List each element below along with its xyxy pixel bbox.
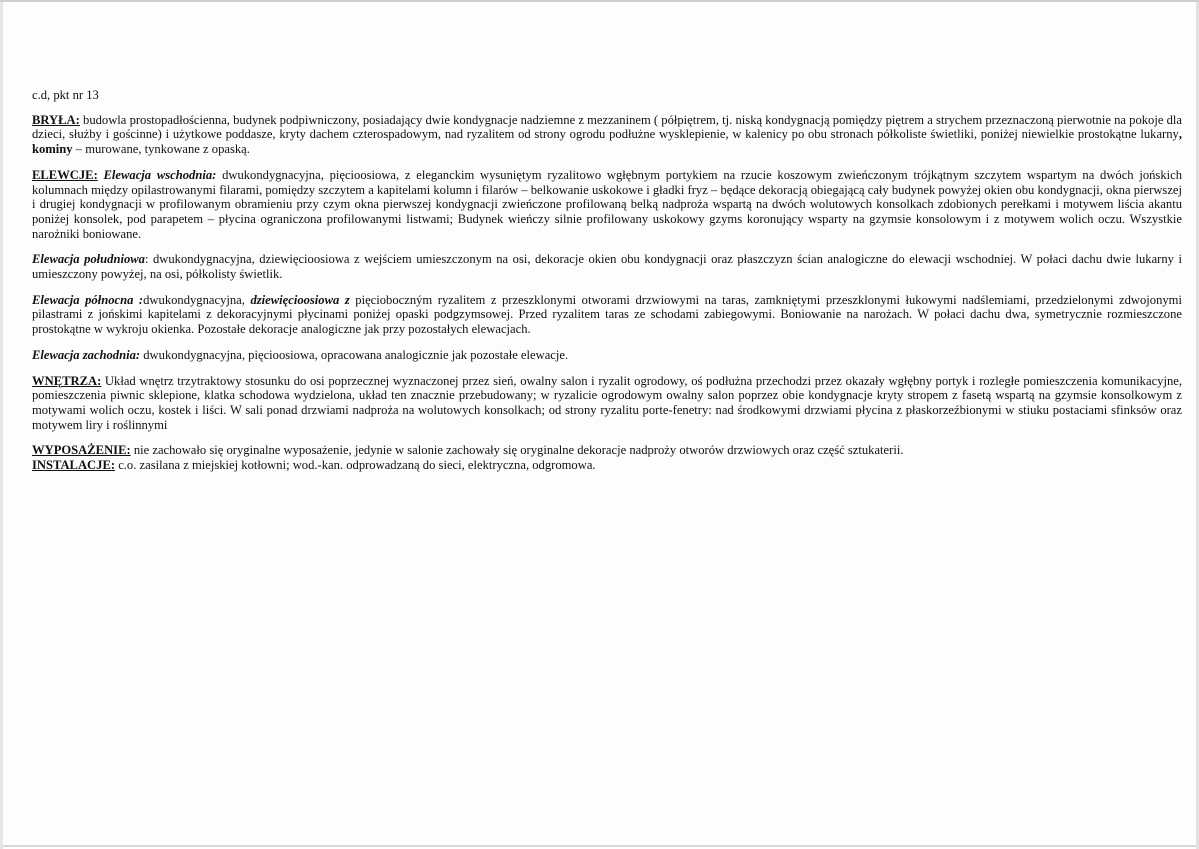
elewacja-zachodnia-text: dwukondygnacyjna, pięcioosiowa, opracowana analogicznie jak pozostałe elewacje. bbox=[140, 347, 569, 362]
subheading-elewacja-wschodnia: Elewacja wschodnia: bbox=[103, 167, 217, 182]
bryla-text-1: budowla prostopadłościenna, budynek podpiwniczony, posiadający dwie kondygnacje nadziemne z mezzaninem ( półpiętrem, tj. niską kondygnacją pomiędzy piętrem a strychem przeznaczoną pierwotnie na pokoje dla dzieci, służby i gościnne) i użytkowe poddasze, kryty dachem czterospadowym, nad ryzalitem od strony ogrodu podłużne wysklepienie, w kalenicy po obu stronach półkoliste świetliki, poniżej niewielkie prostokątne lukarny bbox=[32, 112, 1182, 142]
bryla-term-kominy: , kominy bbox=[32, 127, 1182, 157]
label-elewacja-zachodnia: Elewacja zachodnia: bbox=[32, 347, 141, 362]
heading-bryla: BRYŁA: bbox=[32, 112, 80, 127]
instalacje-text: c.o. zasilana z miejskiej kotłowni; wod.-kan. odprowadzaną do sieci, elektryczna, odgromowa. bbox=[115, 458, 596, 473]
section-wyposazenie bbox=[32, 443, 1182, 458]
section-elewacja-poludniowa bbox=[32, 252, 1182, 281]
section-elewacja-zachodnia bbox=[32, 348, 1182, 363]
wyposazenie-text: nie zachowało się oryginalne wyposażenie, jedynie w salonie zachowały się oryginalne dekoracje nadproży otworów drzwiowych oraz część sztukaterii. bbox=[130, 443, 904, 458]
elewacja-polnocna-text-2: pięcioboczným ryzalitem z przeszklonymi otworami drzwiowymi na taras, zamkniętymi przeszklonymi łukowymi nadślemiami, przedzielonymi zdwojonymi pilastrami z jońskimi kapitelami z dekoracyjnymi płycinami poniżej opaski podgzymsowej. Przed ryzalitem taras ze schodami zabiegowymi. Boniowanie na narożach. W połaci dachu dwa, symetrycznie rozmieszczone prostokątne w wykroju okienka. Pozostałe dekoracje analogiczne jak przy pozostałych elewacjach. bbox=[32, 292, 1182, 337]
scan-edge-left bbox=[0, 2, 3, 849]
section-elewacje bbox=[32, 168, 1182, 242]
label-elewacja-poludniowa: Elewacja południowa bbox=[32, 252, 145, 267]
elewacja-polnocna-term: dziewięcioosiowa z bbox=[250, 292, 350, 307]
bryla-text-2: – murowane, tynkowane z opaską. bbox=[72, 142, 250, 157]
heading-instalacje: INSTALACJE: bbox=[32, 458, 116, 473]
section-wnetrza bbox=[32, 374, 1182, 433]
section-instalacje bbox=[32, 458, 1182, 473]
section-elewacja-polnocna bbox=[32, 293, 1182, 337]
wnetrza-text: Układ wnętrz trzytraktowy stosunku do osi poprzecznej wyznaczonej przez sień, owalny salon i ryzalit ogrodowy, oś podłużna przechodzi przez okazały wgłębny portyk i rozległe pomieszczenia komunikacyjne, pomieszczenia piwnic sklepione, klatka schodowa wydzielona, układ ten znacznie przebudowany; w ryzalicie ogrodowym owalny salon poprzez obie kondygnacje kryty stropem z fasetą wspartą na gzymsie konsolkowym z motywami wolich oczu, kostek i liści. W sali ponad drzwiami nadproża na wolutowych konsolkach; od strony ryzalitu porte-fenetry: nad środkowymi drzwiami płycina z płaskorzeźbionymi w stiuku postaciami sfinksów oraz motywem liry i roślinnymi bbox=[32, 373, 1182, 432]
heading-wyposazenie: WYPOSAŻENIE: bbox=[32, 443, 131, 458]
section-bryla bbox=[32, 113, 1182, 157]
document-body bbox=[32, 88, 1182, 473]
elewacja-wschodnia-text: dwukondygnacyjna, pięcioosiowa, z eleganckim wysuniętym ryzalitowo wgłębnym portykiem na rzucie koszowym zwieńczonym trójkątnym szczytem wspartym na dwóch jońskich kolumnach między opilastrowanymi filarami, pomiędzy szczytem a kapitelami kolumn i filarów – belkowanie uskokowe i gładki fryz – będące dekoracją obiegającą cały budynek powyżej okien obu kondygnacji, okna pierwszej i drugiej kondygnacji w profilowanym obramieniu przy czym okna pierwszej kondygnacji zwieńczone profilowaną belką nadproża wspartą na dwóch wolutowych konsolkach zdobionych perełkami i motywem liścia akantu poniżej konsolek, pod parapetem – płycina ograniczona profilowanymi listwami; Budynek wieńczy silnie profilowany uskokowy gzyms koronujący wsparty na gzymsie konsolowym i z motywem wolich oczu. Wszystkie narożniki boniowane. bbox=[32, 167, 1183, 241]
elewacja-polnocna-text-1: dwukondygnacyjna, bbox=[143, 292, 251, 307]
elewacja-poludniowa-text: : dwukondygnacyjna, dziewięcioosiowa z wejściem umieszczonym na osi, dekoracje okien obu kondygnacji oraz płaszczyzn ścian analogiczne do elewacji wschodniej. W połaci dachu dwie lukarny i umieszczony powyżej, na osi, półkolisty świetlik. bbox=[32, 252, 1182, 282]
document-reference: c.d, pkt nr 13 bbox=[32, 88, 99, 102]
heading-wnetrza: WNĘTRZA: bbox=[32, 373, 102, 388]
heading-elewacje: ELEWCJE: bbox=[32, 167, 98, 182]
label-elewacja-polnocna: Elewacja północna : bbox=[32, 292, 144, 307]
